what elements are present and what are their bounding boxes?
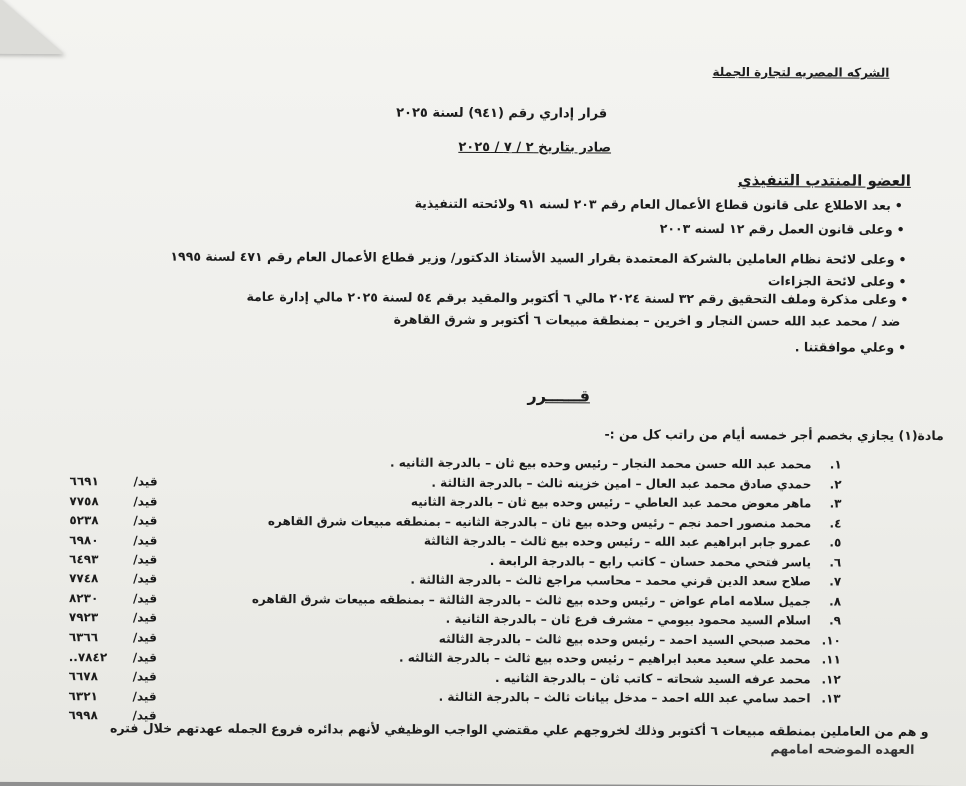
record-number: قيد/٦٦٧٨ — [68, 669, 157, 684]
footer-paragraph-continued: العهده الموضحه امامهم — [770, 741, 915, 757]
list-item: ٨. جميل سلامه امام عواض – رئيس وحده بيع ثالث – بالدرجة الثالثة – بمنطقه مبيعات شرق القاهره — [251, 591, 842, 609]
clause-5-continued: ضد / محمد عبد الله حسن النجار و اخرين – بمنطقة مبيعات ٦ أكتوبر و شرق القاهرة — [393, 311, 901, 329]
record-number: قيد/٧٩٢٣ — [68, 610, 158, 625]
clause-1: •بعد الاطلاع على قانون قطاع الأعمال العام رقم ٢٠٣ لسنه ٩١ ولائحته التنفيذية — [414, 195, 903, 213]
footer-paragraph: و هم من العاملين بمنطقه مبيعات ٦ أكتوبر وذلك لخروجهم علي مقتضي الواجب الوظيفي لأنهم بدائره فروع الجمله عهدتهم خلال فتره — [109, 720, 929, 739]
list-item: ٥. عمرو جابر ابراهيم عبد الله – رئيس وحده بيع ثالث – بالدرجة الثالثة — [423, 533, 842, 550]
list-item: ٩. اسلام السيد محمود بيومي – مشرف فرع ثان – بالدرجة الثانية . — [445, 611, 842, 628]
record-number: قيد/٦٣٢١ — [68, 689, 157, 704]
list-item: ٦. ياسر فتحي محمد حسان – كاتب رابع – بالدرجة الرابعة . — [489, 553, 842, 570]
record-number: قيد/٦٦٩١ — [69, 474, 158, 489]
record-number: قيد/٨٢٣٠ — [68, 591, 158, 606]
company-name: الشركه المصريه لتجارة الجملة — [712, 64, 890, 80]
clause-6: •وعلي موافقتنا . — [794, 339, 907, 355]
decision-title: قرار إداري رقم (٩٤١) لسنة ٢٠٢٥ — [396, 105, 608, 122]
clause-2: •وعلى قانون العمل رقم ١٢ لسنه ٢٠٠٣ — [659, 220, 905, 237]
issue-date: صادر بتاريخ ٢ / ٧ / ٢٠٢٥ — [458, 139, 612, 156]
list-item: ١١. محمد علي سعيد معبد ابراهيم – رئيس وحده بيع ثالث – بالدرجة الثالثه . — [398, 650, 841, 667]
clause-4: •وعلى لائحة الجزاءات — [767, 273, 907, 289]
record-number: قيد/٧٧٥٨ — [69, 494, 158, 509]
clause-5: •وعلى مذكرة وملف التحقيق رقم ٣٢ لسنة ٢٠٢٤ مالي ٦ أكتوبر والمقيد برقم ٥٤ لسنة ٢٠٢٥ مالي إدارة عامة — [246, 288, 909, 307]
record-number: قيد/٦٩٨٠ — [69, 533, 158, 548]
list-item: ٧. صلاح سعد الدين قرني محمد – محاسب مراجع ثالث – بالدرجة الثالثة . — [410, 572, 842, 589]
employee-list — [251, 455, 842, 711]
record-number: قيد/٥٢٣٨ — [69, 513, 158, 528]
record-number: قيد/٦٤٩٣ — [69, 552, 158, 567]
list-item: ٤. محمد منصور احمد نجم – رئيس وحده بيع ثان – بالدرجة الثانيه – بمنطقه مبيعات شرق القاهره — [267, 513, 842, 531]
list-item: ٢. حمدي صادق محمد عبد العال – امين خزينه ثالث – بالدرجة الثالثة . — [431, 475, 842, 492]
page-curl — [0, 0, 64, 54]
list-item: ١. محمد عبد الله حسن محمد النجار – رئيس وحده بيع ثان – بالدرجة الثانيه . — [389, 455, 842, 472]
record-number: قيد/٦٩٩٨ — [68, 708, 157, 723]
list-item: ١٢. محمد عرفه السيد شحاته – كاتب ثان – بالدرجة الثانيه . — [494, 670, 841, 687]
list-item: ١٣. احمد سامي عبد الله احمد – مدخل بيانات ثالث – بالدرجة الثالثة . — [438, 689, 841, 706]
record-number: قيد/٧٨٤٢.. — [68, 650, 157, 665]
article-1: مادة(١) يجازي بخصم أجر خمسه أيام من راتب كل من :- — [604, 426, 944, 443]
decision-word: قــــــرر — [527, 386, 591, 406]
list-item: ٣. ماهر معوض محمد عبد العاطي – رئيس وحده بيع ثان – بالدرجة الثانيه — [410, 494, 842, 511]
record-number: قيد/٦٣٦٦ — [68, 630, 157, 645]
record-number: قيد/٧٧٤٨ — [69, 571, 158, 586]
clause-3: •وعلى لائحة نظام العاملين بالشركة المعتمدة بقرار السيد الأستاذ الدكتور/ وزير قطاع الأعمال العام رقم ٤٧١ لسنة ١٩٩٥ — [170, 248, 907, 267]
document-heading: العضو المنتدب التنفيذي — [737, 171, 911, 190]
list-item: ١٠. محمد صبحي السيد احمد – رئيس وحده بيع ثالث – بالدرجة الثالثه — [438, 631, 841, 648]
